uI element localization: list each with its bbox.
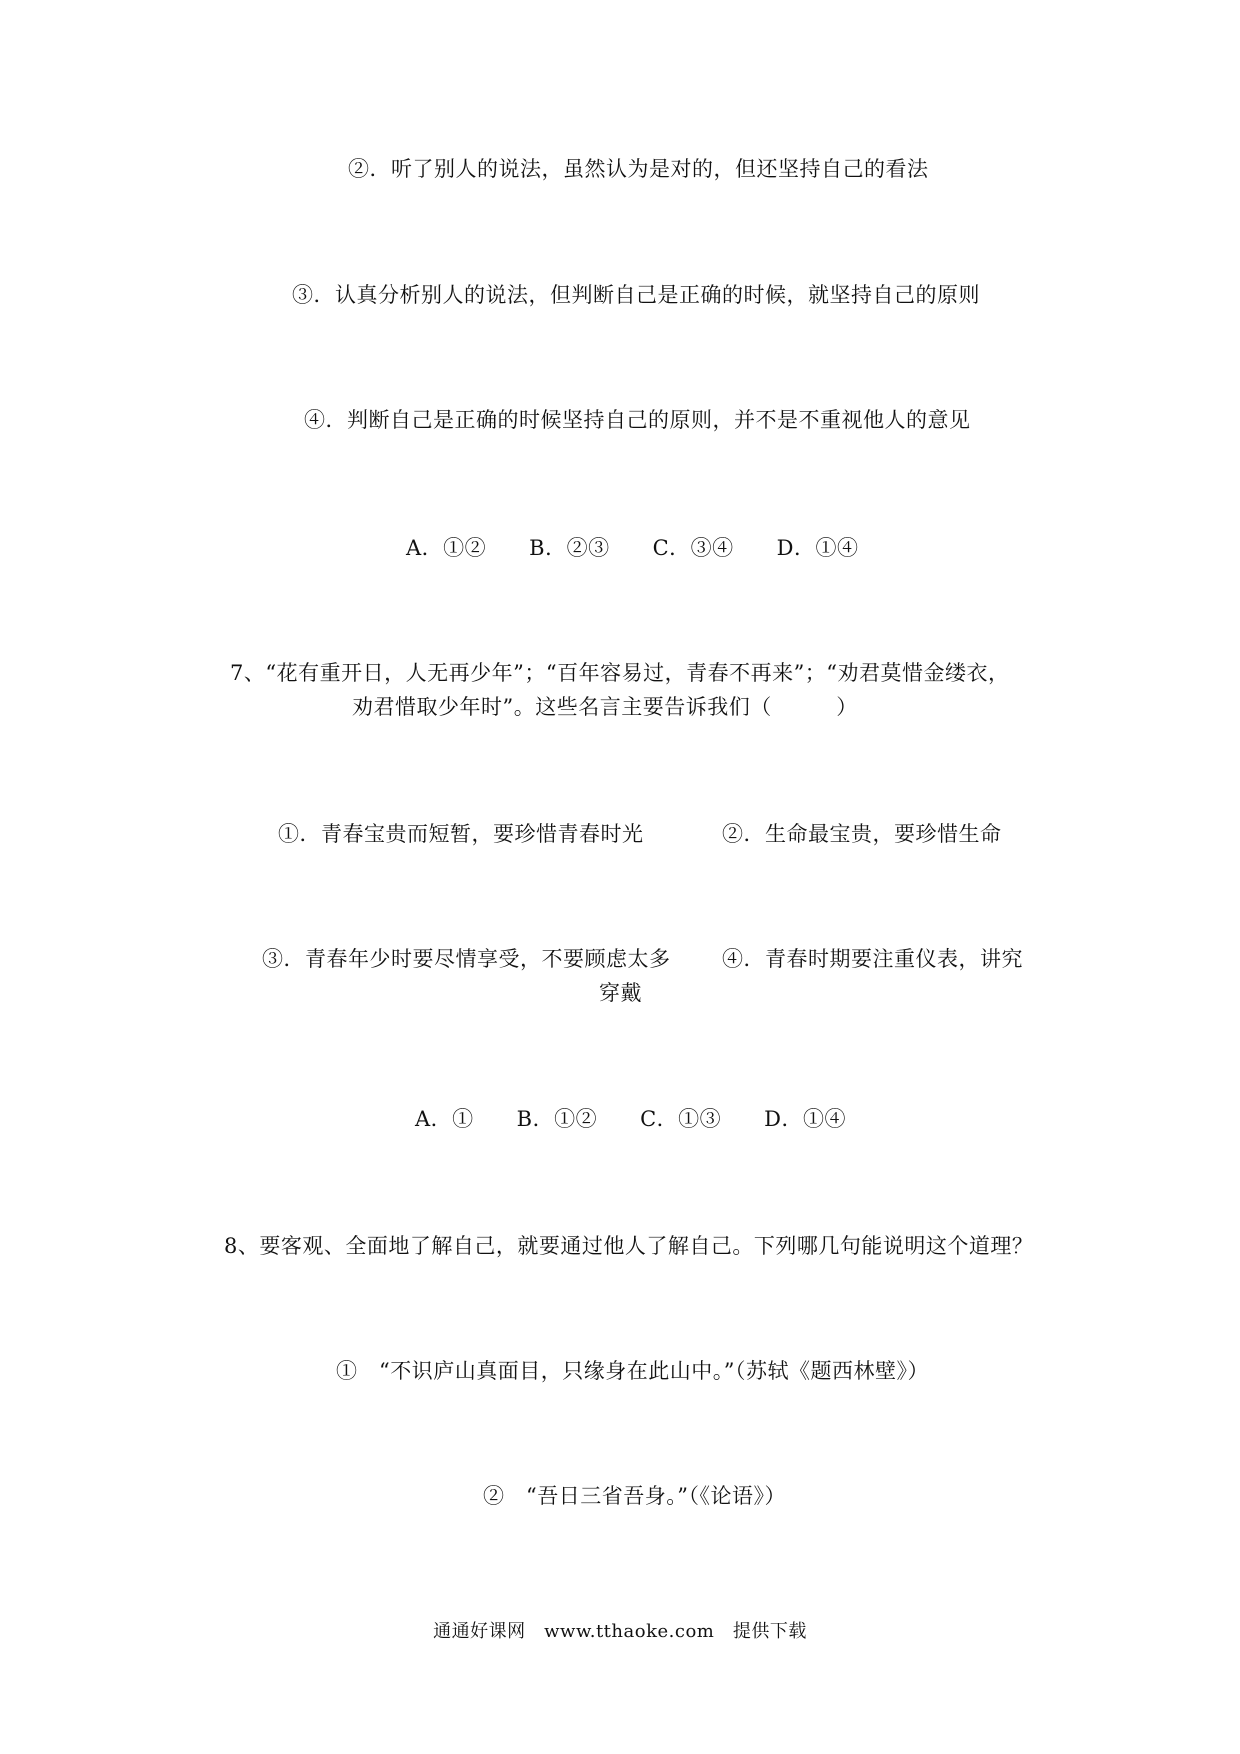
q8-item-2: ② “吾日三省吾身。”（《论语》） <box>483 1484 786 1508</box>
q7-item-4-wrap: 穿戴 <box>599 981 642 1005</box>
q7-stem-line-1: 7、“花有重开日，人无再少年”；“百年容易过，青春不再来”；“劝君莫惜金缕衣， <box>230 661 1010 685</box>
q7-item-4: ④．青春时期要注重仪表，讲究 <box>722 947 1023 971</box>
q7-options: A．① B．①② C．①③ D．①④ <box>415 1107 847 1131</box>
q6-item-3: ③．认真分析别人的说法，但判断自己是正确的时候，就坚持自己的原则 <box>292 283 980 307</box>
q8-stem: 8、要客观、全面地了解自己，就要通过他人了解自己。下列哪几句能说明这个道理？ <box>224 1234 1034 1258</box>
q6-item-2: ②．听了别人的说法，虽然认为是对的，但还坚持自己的看法 <box>348 157 929 181</box>
q7-item-1: ①．青春宝贵而短暂，要珍惜青春时光 <box>278 822 644 846</box>
q7-item-2: ②．生命最宝贵，要珍惜生命 <box>722 822 1002 846</box>
q8-item-1: ① “不识庐山真面目，只缘身在此山中。”（苏轼《题西林壁》） <box>336 1359 929 1383</box>
page-footer: 通通好课网 www.tthaoke.com 提供下载 <box>433 1621 807 1642</box>
q6-options: A．①② B．②③ C．③④ D．①④ <box>406 536 859 560</box>
q7-item-3: ③．青春年少时要尽情享受，不要顾虑太多 <box>262 947 671 971</box>
q6-item-4: ④．判断自己是正确的时候坚持自己的原则，并不是不重视他人的意见 <box>304 408 971 432</box>
q7-stem-line-2: 劝君惜取少年时”。这些名言主要告诉我们（ ） <box>352 695 858 719</box>
